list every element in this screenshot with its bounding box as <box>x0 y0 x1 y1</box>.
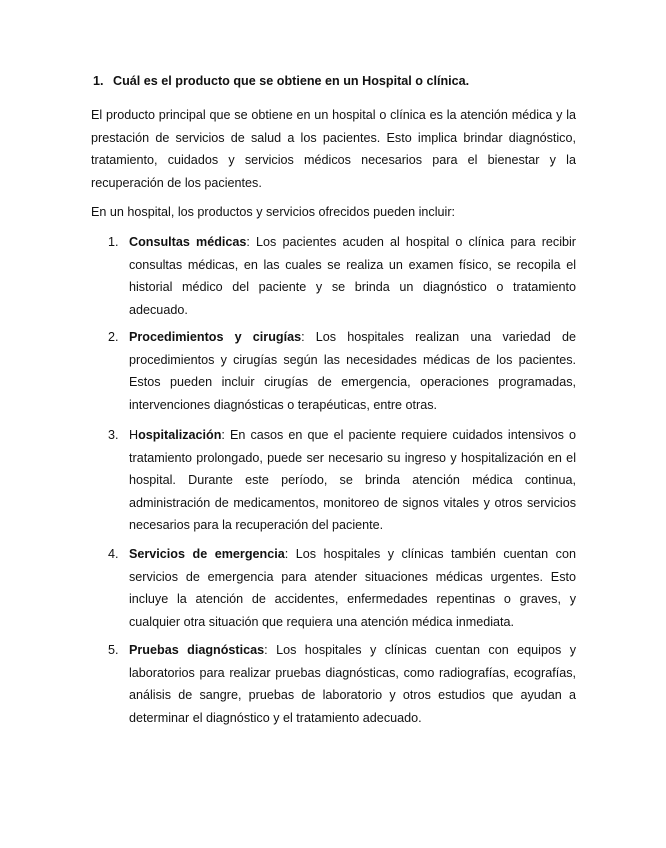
list-item-term: Servicios de emergencia <box>129 547 285 561</box>
list-item-term: Procedimientos y cirugías <box>129 330 302 344</box>
list-item-prefix: H <box>129 428 139 442</box>
list-item-text: : Los hospitales y clínicas cuentan con equipos y laboratorios para realizar pruebas diagnósticas, como radiografías, ecografías, análisis de sangre, pruebas de laboratorio y otros estudios que ayudan a determinar el diagnóstico y el tratamiento adecuado. <box>129 643 576 725</box>
list-item-text: : En casos en que el paciente requiere cuidados intensivos o tratamiento prolongado, puede ser necesario su ingreso y hospitalización en el hospital. Durante este período, se brinda atención médica continua, administración de medicamentos, monitoreo de signos vitales y otros servicios necesarios para la recuperación del paciente. <box>129 428 576 533</box>
list-item-term: ospitalización <box>138 428 222 442</box>
list-item-text: : Los pacientes acuden al hospital o clínica para recibir consultas médicas, en las cuales se realiza un examen físico, se recopila el historial médico del paciente y se brinda un diagnóstico o tratamiento adecuado. <box>129 235 576 317</box>
list-item-term: Consultas médicas <box>129 235 247 249</box>
list-item-number: 1. <box>108 235 119 249</box>
list-item-procedimientos <box>108 326 576 416</box>
list-intro-paragraph: En un hospital, los productos y servicios ofrecidos pueden incluir: <box>91 205 456 219</box>
list-item-text: : Los hospitales realizan una variedad de procedimientos y cirugías según las necesidades médicas de los pacientes. Estos pueden incluir cirugías de emergencia, operaciones programadas, intervenciones diagnósticas o terapéuticas, entre otras. <box>129 330 576 412</box>
list-item-hospitalizacion <box>108 424 576 537</box>
list-item-number: 3. <box>108 428 119 442</box>
list-item-text: : Los hospitales y clínicas también cuentan con servicios de emergencia para atender situaciones médicas urgentes. Esto incluye la atención de accidentes, enfermedades repentinas o graves, y cualquier otra situación que requiera una atención médica inmediata. <box>129 547 576 629</box>
list-item-number: 2. <box>108 330 119 344</box>
heading-number: 1. <box>93 74 104 88</box>
list-item-emergencia <box>108 543 576 633</box>
intro-paragraph: El producto principal que se obtiene en un hospital o clínica es la atención médica y la prestación de servicios de salud a los pacientes. Esto implica brindar diagnóstico, tratamiento, cuidados y servicios médicos necesarios para el bienestar y la recuperación de los pacientes. <box>91 108 576 190</box>
section-heading <box>93 74 469 88</box>
list-item-pruebas <box>108 639 576 729</box>
list-item-term: Pruebas diagnósticas <box>129 643 265 657</box>
list-item-number: 4. <box>108 547 119 561</box>
heading-text: Cuál es el producto que se obtiene en un Hospital o clínica. <box>113 74 470 88</box>
list-item-number: 5. <box>108 643 119 657</box>
list-item-consultas <box>108 231 576 321</box>
